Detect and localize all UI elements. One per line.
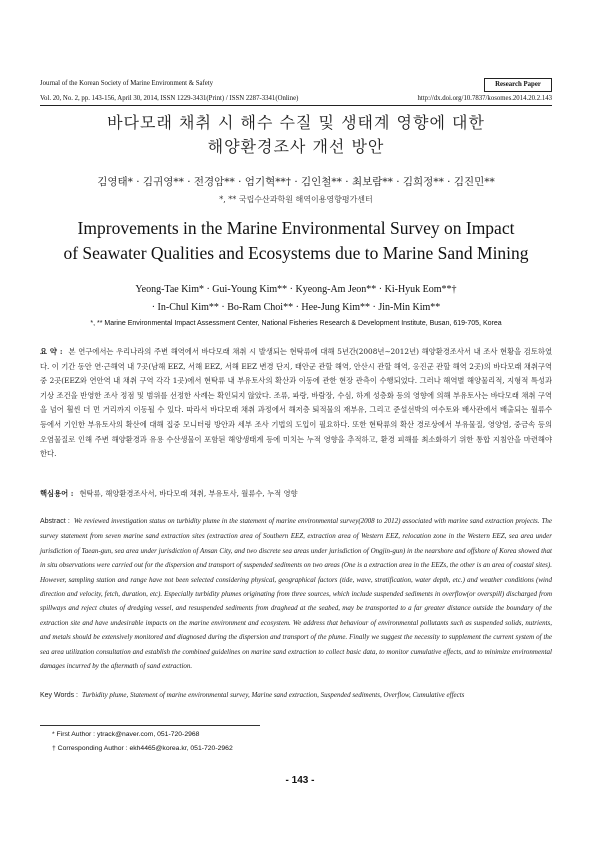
- korean-affiliation: *, ** 국립수산과학원 해역이용영향평가센터: [219, 195, 373, 204]
- english-authors-line2: · In-Chul Kim** · Bo-Ram Choi** · Hee-Jung Kim** · Jin-Min Kim**: [151, 302, 441, 313]
- korean-keywords: [40, 489, 552, 499]
- first-author-footnote: * First Author : ytrack@naver.com, 051-720-2968: [52, 731, 200, 738]
- research-paper-badge: Research Paper: [484, 78, 552, 92]
- doi-link[interactable]: http://dx.doi.org/10.7837/kosomes.2014.20.2.143: [417, 95, 552, 102]
- issue-line: Vol. 20, No. 2, pp. 143-156, April 30, 2014, ISSN 1229-3431(Print) / ISSN 2287-3341(Online): [40, 95, 299, 102]
- journal-name: Journal of the Korean Society of Marine Environment & Safety: [40, 80, 214, 87]
- english-keywords-label: Key Words :: [40, 692, 78, 699]
- corresponding-author-footnote: † Corresponding Author : ekh4465@korea.kr, 051-720-2962: [52, 745, 233, 752]
- korean-authors: 김영태* · 김귀영** · 전경암** · 엄기혁**† · 김인철** · 최보람** · 김희정** · 김진민**: [97, 176, 495, 188]
- korean-abstract: [40, 345, 552, 462]
- english-abstract-label: Abstract :: [40, 518, 70, 525]
- korean-title-line2: 해양환경조사 개선 방안: [207, 137, 385, 156]
- english-affiliation: *, ** Marine Environmental Impact Assessment Center, National Fisheries Research & Development Institute, Busan, 619-705, Korea: [90, 320, 502, 327]
- english-authors-line1: Yeong-Tae Kim* · Gui-Young Kim** · Kyeong-Am Jeon** · Ki-Hyuk Eom**†: [135, 284, 457, 295]
- korean-keywords-label: 핵심용어 :: [40, 489, 74, 498]
- english-abstract: [40, 514, 552, 673]
- english-keywords: [40, 691, 552, 699]
- korean-keywords-text: 현탁류, 해양환경조사서, 바다모래 채취, 부유토사, 월류수, 누적 영향: [79, 489, 298, 498]
- english-title-line1: Improvements in the Marine Environmental Survey on Impact: [77, 218, 515, 238]
- english-title-line2: of Seawater Qualities and Ecosystems due to Marine Sand Mining: [63, 243, 529, 263]
- korean-title-line1: 바다모래 채취 시 해수 수질 및 생태계 영향에 대한: [107, 113, 485, 132]
- footnote-rule: [40, 725, 260, 726]
- page-number: - 143 -: [285, 775, 315, 786]
- header-rule: [40, 105, 552, 106]
- korean-abstract-text: 본 연구에서는 우리나라의 주변 해역에서 바다모래 채취 시 발생되는 현탁류에 대해 5년간(2008년∼2012년) 해양환경조사서 내 조사 현황을 검토하였다. 이 기간 동안 연·근해역 내 7곳(남해 EEZ, 서해 EEZ, 서해 EEZ 변경 단지, 태안군 관할 해역, 안산시 관할 해역, 옹진군 관할 해역 2곳)의 바다모래 채취구역 중 2곳(EEZ와 연안역 내 채취 구역 각각 1곳)에서 현탁류 내 부유토사의 확산과 이동에 관한 현장 관측이 수행되었다. 그러나 해역별 해양물리적, 지형적 특성과 기상 조건을 반영한 조사 정점 및 범위를 선정한 사례는 확인되지 않았다. 조류, 파랑, 바람장, 수심, 하계 성층화 등의 영향에 의해 부유토사는 바다모래 채취 구역을 넘어 훨씬 더 먼 거리까지 이동될 수 있다. 따라서 바다모래 채취 과정에서 해저층 퇴적물의 재부유, 그리고 준설선박의 여수토와 배사관에서 배출되는 월류수 등에서 기인한 부유토사의 확산에 대해 집중 모니터링 방안과 세부 조사 기법의 도입이 필요하다. 또한 현탁류의 확산 경로상에서 부유물질, 영양염, 중금속 등의 오염물질로 인해 주변 해양환경과 유용 수산생물이 포함된 해양생태계 등에 미치는 누적 영향을 추적하고, 환경 피해를 최소화하기 위한 통합 지침안을 마련해야 한다.: [40, 347, 552, 459]
- english-abstract-text: We reviewed investigation status on turbidity plume in the statement of marine environmental survey(2008 to 2012) associated with marine sand extraction projects. The survey statement from seven marine sand extraction sites (extraction area of Southern EEZ, extraction area of Western EEZ, relocation zone in the Western EEZ, sea area under jurisdiction of Taean-gun, sea area under jurisdiction of Ansan City, and two discrete sea areas under jurisdiction of Ongjin-gun) in the nearshore and offshore of Korea showed that in situ observations were carried out for the dispersion and transport of suspended sediments on two areas (One is a extraction area in the EEZs, the other is an area of coastal sites). However, sampling station and range have not been selected considering physical, geographical factors (tide, wave, stratification, water depth, etc.) and weather conditions (wind direction and velocity, fetch, duration, etc). Especially turbidity plumes originating from three sources, which include suspended sediments in overflow(or overspill) discharged from spillways and reject chutes of dredging vessel, and resuspended sediments from draghead at the seabed, may be transported to a far greater distance outside the boundary of the extraction site and have undesirable impacts on the marine environment and ecosystem. We address that behaviour of environmental pollutants such as suspended solids, nutrients, and metals should be extensively monitored and diagnosed during the dispersion and transport of the plume. Finally we suggest the necessity to supplement the current system of the sea area utilization consultation and establish the combined guidelines on marine sand extraction to collect basic data, to monitor cumulative effects, and to minimize environmental damages incurred by the aftermath of sand extraction.: [40, 517, 552, 671]
- english-keywords-text: Turbidity plume, Statement of marine environmental survey, Marine sand extraction, Suspended sediments, Overflow, Cumulative effects: [82, 691, 465, 699]
- korean-abstract-label: 요 약 :: [40, 347, 63, 356]
